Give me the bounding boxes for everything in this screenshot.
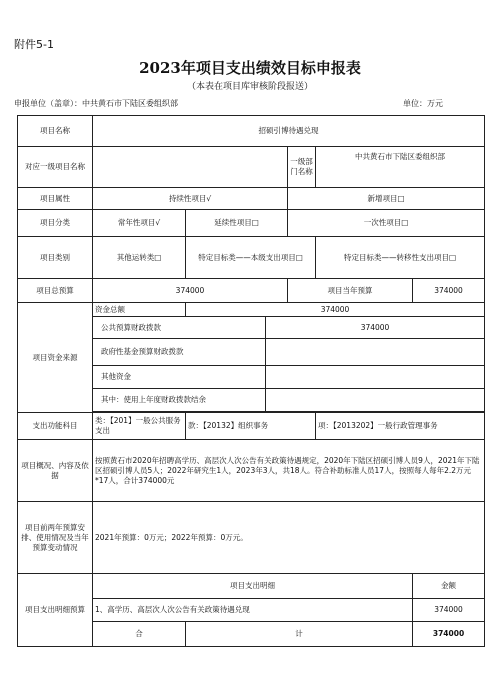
fund-source-label: 项目资金来源: [18, 303, 93, 413]
func-class: 类：【201】一般公共服务支出: [93, 413, 186, 440]
func-sub: 项：【2013202】一般行政管理事务: [316, 413, 485, 440]
attr-label: 项目属性: [18, 188, 93, 210]
fund-total-value: 374000: [186, 303, 485, 317]
project-name-value: 招硕引博待遇兑现: [93, 116, 485, 147]
category-special-1: 特定目标类——本级支出项目□: [186, 237, 316, 279]
attachment-label: 附件5-1: [14, 38, 54, 51]
sum-amount: 374000: [413, 622, 485, 647]
fund-carry-label: 其中：使用上年度财政拨款结余: [93, 389, 266, 412]
category-other: 其他运转类□: [93, 237, 186, 279]
row-department: [18, 147, 485, 188]
row-detail-header: [18, 574, 485, 599]
dept-label: 对应一级项目名称: [18, 147, 93, 188]
detail-amount: 374000: [413, 599, 485, 622]
fund-govfund-value: [266, 339, 485, 366]
fund-other-label: 其他资金: [93, 366, 266, 389]
fund-total-label: 资金总额: [93, 303, 186, 317]
category-label: 项目类别: [18, 237, 93, 279]
dept-value: 中共黄石市下陆区委组织部: [316, 147, 485, 188]
attr-continuing: 持续性项目√: [93, 188, 288, 210]
class-once: 一次性项目□: [288, 210, 485, 237]
year-budget-value: 374000: [413, 279, 485, 303]
applicant-unit: 申报单位（盖章）：中共黄石市下陆区委组织部: [14, 99, 178, 108]
prior-text: 2021年预算：0万元；2022年预算：0万元。: [93, 502, 485, 574]
budget-form-table: [17, 115, 485, 647]
year-budget-label: 项目当年预算: [288, 279, 413, 303]
dept-empty: [93, 147, 288, 188]
dept-level-label: 一级部门名称: [288, 147, 316, 188]
prior-label: 项目前两年预算安排、使用情况及当年预算变动情况: [18, 502, 93, 574]
sum-label-right: 计: [186, 622, 413, 647]
category-special-2: 特定目标类——转移性支出项目□: [316, 237, 485, 279]
page-title: 2023年项目支出绩效目标申报表: [139, 59, 361, 77]
row-classification: [18, 210, 485, 237]
fund-carry-value: [266, 389, 485, 412]
detail-label: 项目支出明细预算: [18, 574, 93, 647]
fund-public-label: 公共预算财政拨款: [93, 317, 266, 339]
fund-public-value: 374000: [266, 317, 485, 339]
project-name-label: 项目名称: [18, 116, 93, 147]
func-item: 款：【20132】组织事务: [186, 413, 316, 440]
overview-text: 按照黄石市2020年招聘高学历、高层次人次公告有关政策待遇规定，2020年下陆区招硕引博人员9人，2021年下陆区招硕引博人员5人；2022年研究生1人，2023年3人，共18人。符合补助标准人员17人，按照每人每年2.2万元*17人，合计374000元: [93, 440, 485, 502]
detail-item: 1、高学历、高层次人次公告有关政策待遇兑现: [93, 599, 413, 622]
fund-other-value: [266, 366, 485, 389]
row-overview: [18, 440, 485, 502]
func-label: 支出功能科目: [18, 413, 93, 440]
attr-new: 新增项目□: [288, 188, 485, 210]
class-yearly: 常年性项目√: [93, 210, 186, 237]
total-budget-label: 项目总预算: [18, 279, 93, 303]
detail-header: 项目支出明细: [93, 574, 413, 599]
total-budget-value: 374000: [93, 279, 288, 303]
row-function: [18, 413, 485, 440]
fund-govfund-label: 政府性基金预算财政拨款: [93, 339, 266, 366]
row-category: [18, 237, 485, 279]
class-label: 项目分类: [18, 210, 93, 237]
row-project-name: [18, 116, 485, 147]
overview-label: 项目概况、内容及依据: [18, 440, 93, 502]
row-prior: [18, 502, 485, 574]
page-subtitle: （本表在项目库审核阶段报送）: [186, 82, 313, 92]
money-unit: 单位：万元: [403, 99, 443, 108]
row-attribute: [18, 188, 485, 210]
sum-label-left: 合: [93, 622, 186, 647]
class-extended: 延续性项目□: [186, 210, 288, 237]
amount-header: 金额: [413, 574, 485, 599]
row-budget: [18, 279, 485, 303]
row-fund-total: [18, 303, 485, 317]
